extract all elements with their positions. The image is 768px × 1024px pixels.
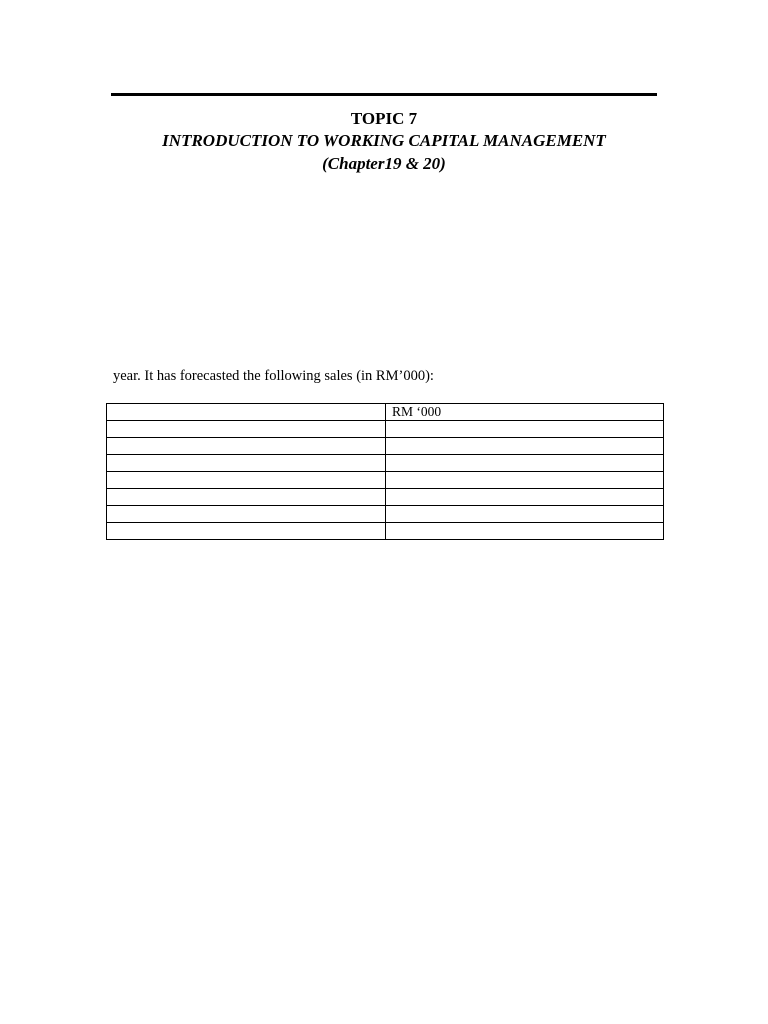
table-row	[107, 489, 664, 506]
table-cell-value	[386, 421, 664, 438]
sales-forecast-table	[106, 403, 664, 540]
intro-paragraph: year. It has forecasted the following sales (in RM’000):	[113, 368, 434, 384]
table-cell-label	[107, 455, 386, 472]
document-title: INTRODUCTION TO WORKING CAPITAL MANAGEMENT	[162, 131, 606, 150]
table-cell-value	[386, 489, 664, 506]
table-cell-label	[107, 438, 386, 455]
table-cell-label	[107, 506, 386, 523]
table-row	[107, 523, 664, 540]
table-cell-value	[386, 523, 664, 540]
table-row	[107, 404, 664, 421]
table-row	[107, 421, 664, 438]
table-row	[107, 472, 664, 489]
table-cell-label	[107, 421, 386, 438]
table-row	[107, 506, 664, 523]
table-cell-value	[386, 472, 664, 489]
table-cell-label	[107, 404, 386, 421]
table-cell-value	[386, 506, 664, 523]
chapter-reference: (Chapter19 & 20)	[322, 154, 446, 173]
table-cell-label	[107, 523, 386, 540]
table-cell-value	[386, 438, 664, 455]
table-row	[107, 438, 664, 455]
topic-heading: TOPIC 7	[350, 109, 418, 128]
table-cell-value: RM ‘000	[386, 404, 664, 421]
table-cell-label	[107, 472, 386, 489]
table-cell-value	[386, 455, 664, 472]
sales-table-body	[107, 404, 664, 540]
table-cell-label	[107, 489, 386, 506]
table-row	[107, 455, 664, 472]
header-rule	[111, 93, 657, 96]
